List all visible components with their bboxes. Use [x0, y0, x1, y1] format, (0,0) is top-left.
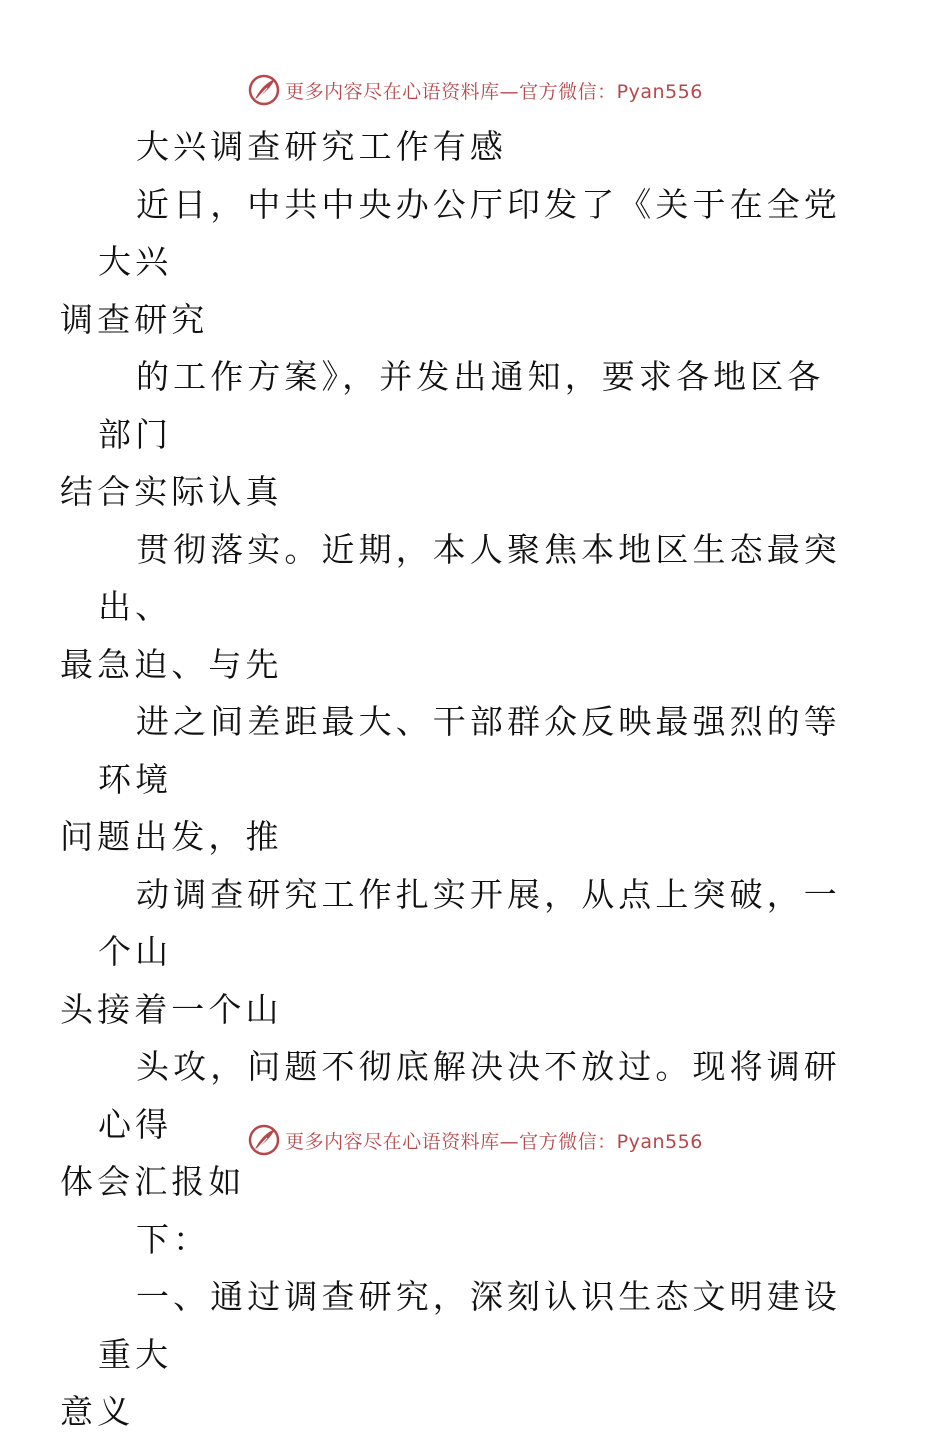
paragraph: 的工作方案》，并发出通知，要求各地区各部门 结合实际认真 — [60, 357, 825, 511]
paragraph: 进之间差距最大、干部群众反映最强烈的等环境 问题出发，推 — [60, 702, 841, 856]
paragraph: 头攻，问题不彻底解决决不放过。现将调研心得 体会汇报如 — [60, 1047, 841, 1201]
footer-banner — [0, 1120, 950, 1160]
header-banner — [0, 70, 950, 110]
banner-text: 更多内容尽在心语资料库—官方微信：Pyan556 — [285, 1130, 703, 1153]
paragraph: 近日，中共中央办公厅印发了《关于在全党大兴 调查研究 — [60, 184, 841, 339]
section-heading: 一、通过调查研究，深刻认识生态文明建设重大 意义 — [60, 1277, 841, 1431]
paragraph: 贯彻落实。近期，本人聚焦本地区生态最突出、 最急迫、与先 — [60, 529, 841, 684]
banner-text: 更多内容尽在心语资料库—官方微信：Pyan556 — [285, 80, 703, 103]
paragraph: 动调查研究工作扎实开展，从点上突破，一个山 头接着一个山 — [60, 874, 841, 1029]
feather-pen-circle-icon — [247, 73, 281, 107]
document-body — [60, 118, 858, 1441]
feather-pen-circle-icon — [247, 1123, 281, 1157]
document-title: 大兴调查研究工作有感 — [136, 127, 507, 166]
paragraph: 下： — [136, 1219, 211, 1259]
